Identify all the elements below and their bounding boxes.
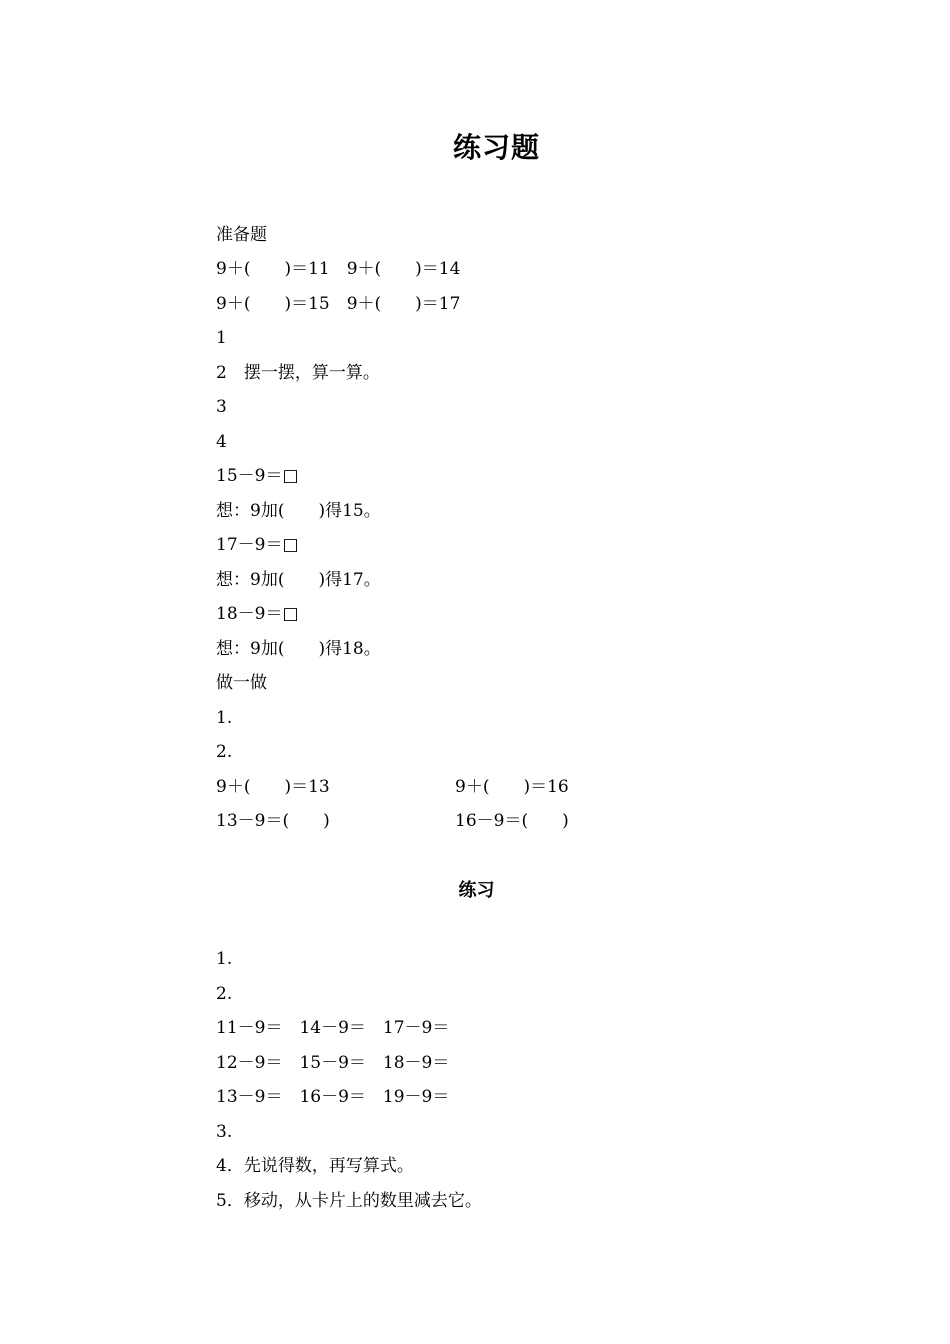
equation-row: 12－9＝ 15－9＝ 18－9＝ xyxy=(216,1053,450,1073)
equation-row: 11－9＝ 14－9＝ 17－9＝ xyxy=(216,1018,450,1038)
equation-line: 18－9＝□ xyxy=(216,604,299,624)
equation-left: 9＋( )＝13 xyxy=(216,777,330,797)
list-item: 1. xyxy=(216,949,233,969)
section-heading-try: 做一做 xyxy=(216,673,267,693)
equation-left: 13－9＝( ) xyxy=(216,811,330,831)
list-item: 1 xyxy=(216,328,227,348)
equation-row: 13－9＝ 16－9＝ 19－9＝ xyxy=(216,1087,450,1107)
equation-right: 9＋( )＝16 xyxy=(455,777,569,797)
practice-title: 练习 xyxy=(458,880,495,901)
page-title: 练习题 xyxy=(452,131,540,164)
list-item: 4．先说得数，再写算式。 xyxy=(216,1156,414,1176)
equation-line: 15－9＝□ xyxy=(216,466,299,486)
list-item: 3 xyxy=(216,397,227,417)
list-item: 2. xyxy=(216,742,233,762)
hint-line: 想：9加( )得18。 xyxy=(216,639,381,659)
list-item: 2. xyxy=(216,984,233,1004)
list-item: 3. xyxy=(216,1122,233,1142)
equation-right: 16－9＝( ) xyxy=(455,811,569,831)
section-heading-preparation: 准备题 xyxy=(216,225,267,245)
equation-line: 9＋( )＝11 9＋( )＝14 xyxy=(216,259,461,279)
hint-line: 想：9加( )得15。 xyxy=(216,501,381,521)
equation-line: 17－9＝□ xyxy=(216,535,299,555)
list-item: 5．移动，从卡片上的数里减去它。 xyxy=(216,1191,482,1211)
list-item: 4 xyxy=(216,432,227,452)
list-item: 1. xyxy=(216,708,233,728)
hint-line: 想：9加( )得17。 xyxy=(216,570,381,590)
equation-line: 9＋( )＝15 9＋( )＝17 xyxy=(216,294,461,314)
list-item: 2 摆一摆，算一算。 xyxy=(216,363,380,383)
